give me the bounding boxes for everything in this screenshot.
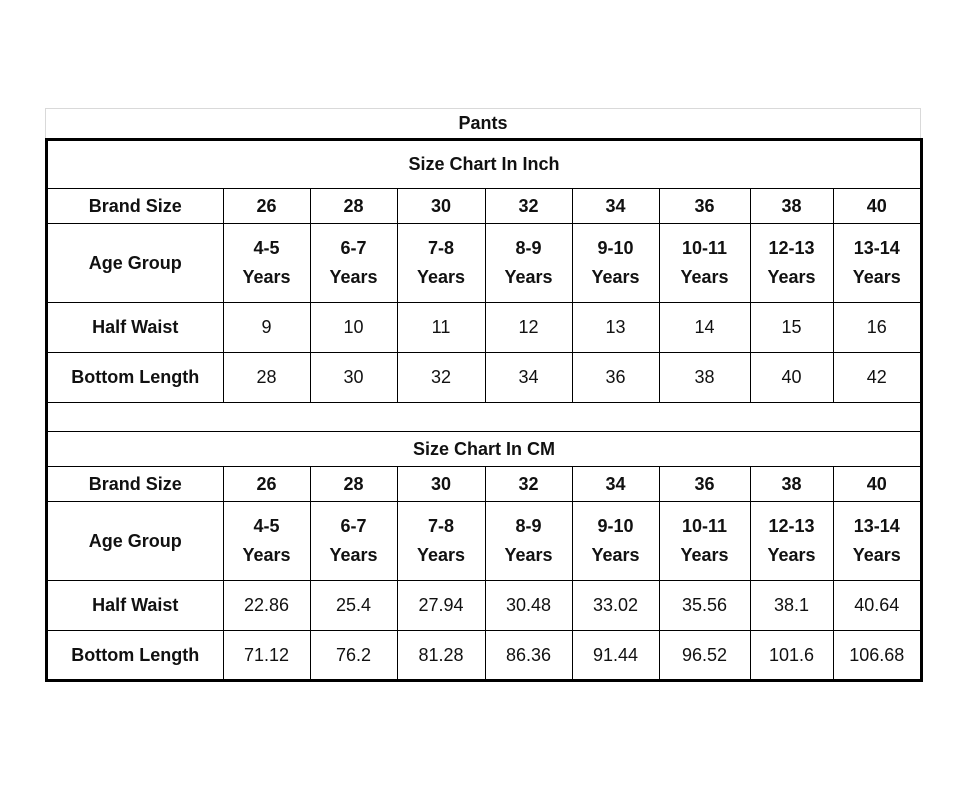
bottom-length-cell: 32 bbox=[397, 353, 485, 403]
brand-size-label: Brand Size bbox=[48, 189, 223, 224]
brand-size-cell: 28 bbox=[310, 467, 397, 502]
age-group-cell bbox=[310, 224, 397, 303]
bottom-length-cell: 40 bbox=[750, 353, 833, 403]
brand-size-cell: 28 bbox=[310, 189, 397, 224]
half-waist-cell: 14 bbox=[659, 303, 750, 353]
brand-size-row bbox=[48, 467, 920, 502]
age-group-cell bbox=[750, 224, 833, 303]
age-range: 12-13 bbox=[768, 238, 815, 258]
age-group-cell bbox=[659, 224, 750, 303]
age-unit: Years bbox=[591, 267, 640, 287]
age-group-cell bbox=[397, 224, 485, 303]
brand-size-cell: 40 bbox=[833, 467, 920, 502]
age-group-cell bbox=[572, 224, 659, 303]
age-unit: Years bbox=[242, 267, 291, 287]
age-unit: Years bbox=[416, 267, 466, 287]
inch-section-heading: Size Chart In Inch bbox=[48, 141, 920, 189]
age-group-cell bbox=[310, 502, 397, 581]
bottom-length-cell: 42 bbox=[833, 353, 920, 403]
brand-size-cell: 32 bbox=[485, 467, 572, 502]
cm-section-heading: Size Chart In CM bbox=[48, 432, 920, 467]
half-waist-cell: 30.48 bbox=[485, 581, 572, 631]
age-unit: Years bbox=[504, 545, 553, 565]
cm-section-title-row bbox=[48, 432, 920, 467]
age-range: 8-9 bbox=[515, 516, 542, 536]
bottom-length-label: Bottom Length bbox=[48, 353, 223, 403]
age-unit: Years bbox=[416, 545, 466, 565]
age-unit: Years bbox=[852, 267, 901, 287]
bottom-length-cell: 91.44 bbox=[572, 631, 659, 681]
age-unit: Years bbox=[680, 545, 729, 565]
age-range: 7-8 bbox=[427, 516, 454, 536]
age-range: 6-7 bbox=[340, 516, 367, 536]
age-range: 13-14 bbox=[853, 238, 900, 258]
age-unit: Years bbox=[329, 545, 378, 565]
half-waist-cell: 9 bbox=[223, 303, 310, 353]
spacer-cell bbox=[48, 403, 920, 432]
half-waist-row bbox=[48, 303, 920, 353]
age-group-row bbox=[48, 224, 920, 303]
brand-size-cell: 38 bbox=[750, 467, 833, 502]
size-chart-table-container bbox=[45, 138, 923, 682]
age-unit: Years bbox=[767, 267, 816, 287]
half-waist-cell: 22.86 bbox=[223, 581, 310, 631]
brand-size-cell: 26 bbox=[223, 189, 310, 224]
age-group-label: Age Group bbox=[48, 502, 223, 581]
age-range: 10-11 bbox=[681, 238, 728, 258]
bottom-length-cell: 34 bbox=[485, 353, 572, 403]
age-unit: Years bbox=[852, 545, 901, 565]
age-range: 6-7 bbox=[340, 238, 367, 258]
age-unit: Years bbox=[504, 267, 553, 287]
brand-size-cell: 32 bbox=[485, 189, 572, 224]
age-range: 7-8 bbox=[427, 238, 454, 258]
brand-size-cell: 40 bbox=[833, 189, 920, 224]
bottom-length-row bbox=[48, 631, 920, 681]
half-waist-cell: 10 bbox=[310, 303, 397, 353]
half-waist-label: Half Waist bbox=[48, 581, 223, 631]
age-group-cell bbox=[833, 224, 920, 303]
brand-size-cell: 30 bbox=[397, 189, 485, 224]
age-group-cell bbox=[659, 502, 750, 581]
bottom-length-cell: 71.12 bbox=[223, 631, 310, 681]
inch-section-title-row bbox=[48, 141, 920, 189]
age-unit: Years bbox=[242, 545, 291, 565]
size-chart-table bbox=[48, 141, 920, 680]
age-range: 4-5 bbox=[253, 238, 280, 258]
brand-size-cell: 30 bbox=[397, 467, 485, 502]
age-range: 8-9 bbox=[515, 238, 542, 258]
half-waist-cell: 13 bbox=[572, 303, 659, 353]
bottom-length-label: Bottom Length bbox=[48, 631, 223, 681]
bottom-length-cell: 36 bbox=[572, 353, 659, 403]
age-group-cell bbox=[572, 502, 659, 581]
bottom-length-cell: 30 bbox=[310, 353, 397, 403]
half-waist-cell: 38.1 bbox=[750, 581, 833, 631]
bottom-length-cell: 106.68 bbox=[833, 631, 920, 681]
age-group-cell bbox=[223, 502, 310, 581]
half-waist-label: Half Waist bbox=[48, 303, 223, 353]
spacer-row bbox=[48, 403, 920, 432]
age-group-cell bbox=[485, 224, 572, 303]
half-waist-cell: 33.02 bbox=[572, 581, 659, 631]
bottom-length-cell: 101.6 bbox=[750, 631, 833, 681]
age-range: 4-5 bbox=[253, 516, 280, 536]
brand-size-cell: 34 bbox=[572, 189, 659, 224]
brand-size-cell: 36 bbox=[659, 189, 750, 224]
half-waist-cell: 11 bbox=[397, 303, 485, 353]
brand-size-cell: 34 bbox=[572, 467, 659, 502]
half-waist-cell: 15 bbox=[750, 303, 833, 353]
half-waist-cell: 12 bbox=[485, 303, 572, 353]
age-group-cell bbox=[397, 502, 485, 581]
half-waist-cell: 25.4 bbox=[310, 581, 397, 631]
age-range: 9-10 bbox=[597, 516, 634, 536]
age-group-cell bbox=[833, 502, 920, 581]
half-waist-cell: 40.64 bbox=[833, 581, 920, 631]
brand-size-cell: 38 bbox=[750, 189, 833, 224]
bottom-length-cell: 81.28 bbox=[397, 631, 485, 681]
bottom-length-cell: 76.2 bbox=[310, 631, 397, 681]
age-unit: Years bbox=[591, 545, 640, 565]
bottom-length-cell: 38 bbox=[659, 353, 750, 403]
age-range: 9-10 bbox=[597, 238, 634, 258]
brand-size-row bbox=[48, 189, 920, 224]
brand-size-label: Brand Size bbox=[48, 467, 223, 502]
chart-title: Pants bbox=[45, 108, 921, 138]
age-unit: Years bbox=[680, 267, 729, 287]
bottom-length-cell: 96.52 bbox=[659, 631, 750, 681]
age-range: 12-13 bbox=[768, 516, 815, 536]
half-waist-cell: 16 bbox=[833, 303, 920, 353]
age-group-label: Age Group bbox=[48, 224, 223, 303]
bottom-length-cell: 86.36 bbox=[485, 631, 572, 681]
age-range: 13-14 bbox=[853, 516, 900, 536]
age-group-cell bbox=[750, 502, 833, 581]
age-group-row bbox=[48, 502, 920, 581]
half-waist-cell: 27.94 bbox=[397, 581, 485, 631]
bottom-length-cell: 28 bbox=[223, 353, 310, 403]
brand-size-cell: 26 bbox=[223, 467, 310, 502]
age-range: 10-11 bbox=[681, 516, 728, 536]
age-group-cell bbox=[223, 224, 310, 303]
age-unit: Years bbox=[329, 267, 378, 287]
half-waist-row bbox=[48, 581, 920, 631]
half-waist-cell: 35.56 bbox=[659, 581, 750, 631]
inch-section bbox=[48, 141, 920, 403]
section-spacer bbox=[48, 403, 920, 432]
age-group-cell bbox=[485, 502, 572, 581]
bottom-length-row bbox=[48, 353, 920, 403]
brand-size-cell: 36 bbox=[659, 467, 750, 502]
cm-section bbox=[48, 432, 920, 681]
age-unit: Years bbox=[767, 545, 816, 565]
